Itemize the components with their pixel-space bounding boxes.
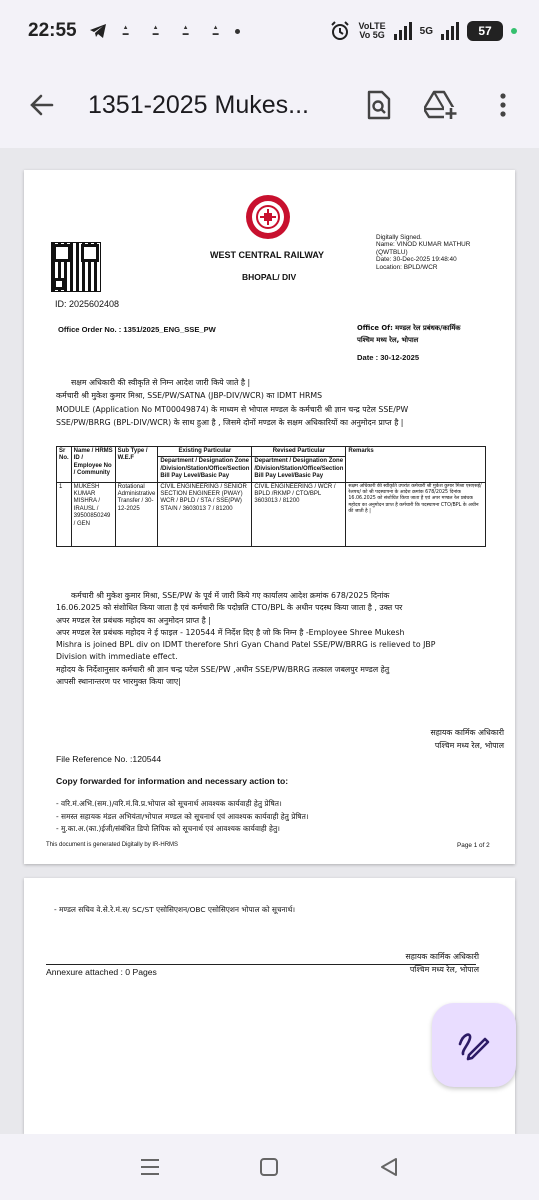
system-icons <box>330 21 517 41</box>
document-id: ID: 2025602408 <box>55 299 120 309</box>
order-date: Date : 30-12-2025 <box>357 353 420 362</box>
list-item: - वरि.मं.अभि.(सम.)/वरि.मं.वि.प्र.भोपाल को सूचनार्थ आवश्यक कार्यवाही हेतु प्रेषित। <box>56 799 282 808</box>
news-app-icon: ▲ ▬ <box>122 25 129 37</box>
annexure-note: Annexure attached : 0 Pages <box>46 967 157 977</box>
notification-icons <box>89 21 240 41</box>
col-revised: Revised Particular Department / Designation Zone /Division/Station/Office/Section Bill Pay Level/Basic Pay <box>252 447 346 483</box>
pdf-viewer[interactable] <box>0 148 539 1134</box>
volte-indicator: VoLTE Vo 5G <box>358 21 386 40</box>
office-of: Office Of: मण्डल रेल प्रबंधक/कार्मिक पश्चिम मध्य रेल, भोपाल <box>357 324 461 344</box>
more-vert-icon <box>499 92 507 118</box>
document-title: 1351-2025 Mukes... <box>88 90 309 119</box>
privacy-indicator <box>511 28 517 34</box>
cell-revised: CIVIL ENGINEERING / WCR / BPLD /RKMP / CTO/BPL 3603013 / 81200 <box>252 482 346 546</box>
file-reference: File Reference No. :120544 <box>56 754 162 764</box>
qr-code <box>51 242 101 292</box>
news-app-icon: ▲ ▬ <box>152 25 159 37</box>
search-document-icon <box>366 90 392 120</box>
status-time: 22:55 <box>28 20 77 41</box>
pdf-page-1 <box>24 170 515 864</box>
railway-emblem-icon <box>240 192 296 242</box>
search-in-document-button[interactable] <box>359 85 399 125</box>
more-notifications-icon <box>235 29 240 34</box>
paragraph-2: कर्मचारी श्री मुकेश कुमार मिश्रा, SSE/PW के पूर्व में जारी किये गए कार्यालय आदेश क्रमांक 678/2025 दिनांक 16.06.2025 को संशोधित किया जाता है एवं कर्मचारी कि पदोन्नति CTO/BPL के अधीन पदस्थ किया जाता है , उक्त पर अपर मण्डल रेल प्रबंधक महोदय का अनुमोदन प्राप्त है | अपर मण्डल रेल प्रबंधक महोदय ने ई फाइल - 120544 में निर्देश दिए है जो कि निम्न है -Employee Shree Mukesh Mishra is joined BPL div on IDMT therefore Shri Gyan Chand Patel SSE/PW/BRRG is relieved to JBP Division with immediate effect. महोदय के निर्देशानुसार कर्मचारी श्री ज्ञान चन्द्र पटेल SSE/PW ,अधीन SSE/PW/BRRG तत्काल जबलपुर मण्डल हेतु आपसी स्थानान्तरण पर भारमुक्त किया जाए| <box>56 591 436 687</box>
signal-icon <box>441 22 459 40</box>
home-icon <box>259 1157 279 1177</box>
divider <box>46 964 476 965</box>
pen-squiggle-icon <box>457 1028 491 1062</box>
recents-icon <box>139 1158 161 1176</box>
page-number: Page 1 of 2 <box>457 842 490 849</box>
app-bar-actions <box>359 85 523 125</box>
org-name: WEST CENTRAL RAILWAY <box>210 250 325 260</box>
alarm-icon <box>330 21 350 41</box>
cell-sr: 1 <box>57 482 72 546</box>
signatory: सहायक कार्मिक अधिकारी पश्चिम मध्य रेल, भोपाल <box>430 728 504 750</box>
signatory: सहायक कार्मिक अधिकारी पश्चिम मध्य रेल, भोपाल <box>405 952 479 974</box>
news-app-icon: ▲ ▬ <box>212 25 219 37</box>
list-item: - मु.का.अ.(का.)ईजी/संबंधित डिपो लिपिक को सूचनार्थ एवं आवश्यक कार्यवाही हेतु। <box>56 824 280 833</box>
drive-add-icon <box>424 90 458 120</box>
division-name: BHOPAL/ DIV <box>242 272 297 282</box>
col-existing: Existing Particular Department / Designation Zone /Division/Station/Office/Section Bill Pay Level/Basic Pay <box>158 447 252 483</box>
back-triangle-icon <box>379 1157 399 1177</box>
telegram-icon <box>89 23 107 39</box>
table-header-row <box>57 447 486 483</box>
signal-icon <box>394 22 412 40</box>
back-arrow-icon <box>28 91 56 119</box>
paragraph-1: सक्षम अधिकारी की स्वीकृति से निम्न आदेश जारी किये जाते है | कर्मचारी श्री मुकेश कुमार मिश्रा, SSE/PW/SATNA (JBP-DIV/WCR) का IDMT HRMS MODULE (Application No MT00049874) के माध्यम से भोपाल मण्डल के कर्मचारी श्री ज्ञान चन्द्र पटेल SSE/PW SSE/PW/BRRG (BPL-DIV/WCR) के साथ हुआ है , जिसमे दोनों मण्डल के सक्षम अधिकारियों का अनुमोदन प्राप्त है | <box>56 378 409 427</box>
transfer-details-table <box>56 446 486 547</box>
cell-remarks: सक्षम अधिकारी की स्वीकृति उपरांत कर्मचारी श्री मुकेश कुमार मिश्रा एसएसई/रेलपथ/ को श्री पदस्थापना के आदेश क्रमांक 678/2025 दिनांक 16.06.2025 को संशोधित किया जाता है एवं अपर मण्डल रेल प्रबंधक महोदय का अनुमोदन प्राप्त है कर्मचारी कि पदस्थापना CTO/BPL के अधीन की जाती है | <box>346 482 486 546</box>
copy-list-continued: - मण्डल सचिव वे.से.रे.मं.स/ SC/ST एसोसिएशन/OBC एसोसिएशन भोपाल को सूचनार्थ। <box>54 905 296 914</box>
col-subtype: Sub Type / W.E.F <box>115 447 158 483</box>
back-nav-button[interactable] <box>369 1147 409 1187</box>
col-name: Name / HRMS ID / Employee No / Community <box>71 447 115 483</box>
app-bar <box>0 62 539 148</box>
add-to-drive-button[interactable] <box>421 85 461 125</box>
status-bar <box>0 0 539 62</box>
copy-list <box>56 798 506 836</box>
system-nav-bar <box>0 1134 539 1200</box>
annotate-button[interactable] <box>432 1003 516 1087</box>
more-options-button[interactable] <box>483 85 523 125</box>
copy-heading: Copy forwarded for information and necessary action to: <box>56 776 289 786</box>
back-button[interactable] <box>22 85 62 125</box>
home-button[interactable] <box>249 1147 289 1187</box>
news-app-icon: ▲ ▬ <box>182 25 189 37</box>
office-order-number: Office Order No. : 1351/2025_ENG_SSE_PW <box>58 325 216 334</box>
page-footer-left: This document is generated Digitally by IR-HRMS <box>46 842 179 848</box>
table-row <box>57 482 486 546</box>
cell-subtype: Rotational Administrative Transfer / 30-12-2025 <box>115 482 158 546</box>
col-remarks: Remarks <box>346 447 486 483</box>
cell-name: MUKESH KUMAR MISHRA / IRAUSL / 39500850249 / GEN <box>71 482 115 546</box>
signature-block: Digitally Signed. Name: VINOD KUMAR MATHUR (QWTBLU) Date: 30-Dec-2025 19:48:40 Location: BPLD/WCR <box>376 234 471 271</box>
recents-button[interactable] <box>130 1147 170 1187</box>
battery-icon: 57 <box>467 21 503 41</box>
list-item: - समस्त सहायक मंडल अभियंता/भोपाल मण्डल को सूचनार्थ एवं आवश्यक कार्यवाही हेतु प्रेषित। <box>56 811 309 821</box>
network-type: 5G <box>419 25 433 37</box>
cell-existing: CIVIL ENGINEERING / SENIOR SECTION ENGINEER (PWAY) WCR / BPLD / STA / SSE(PW) STA/N / 3603013 7 / 81200 <box>158 482 252 546</box>
col-sr: Sr No. <box>57 447 72 483</box>
